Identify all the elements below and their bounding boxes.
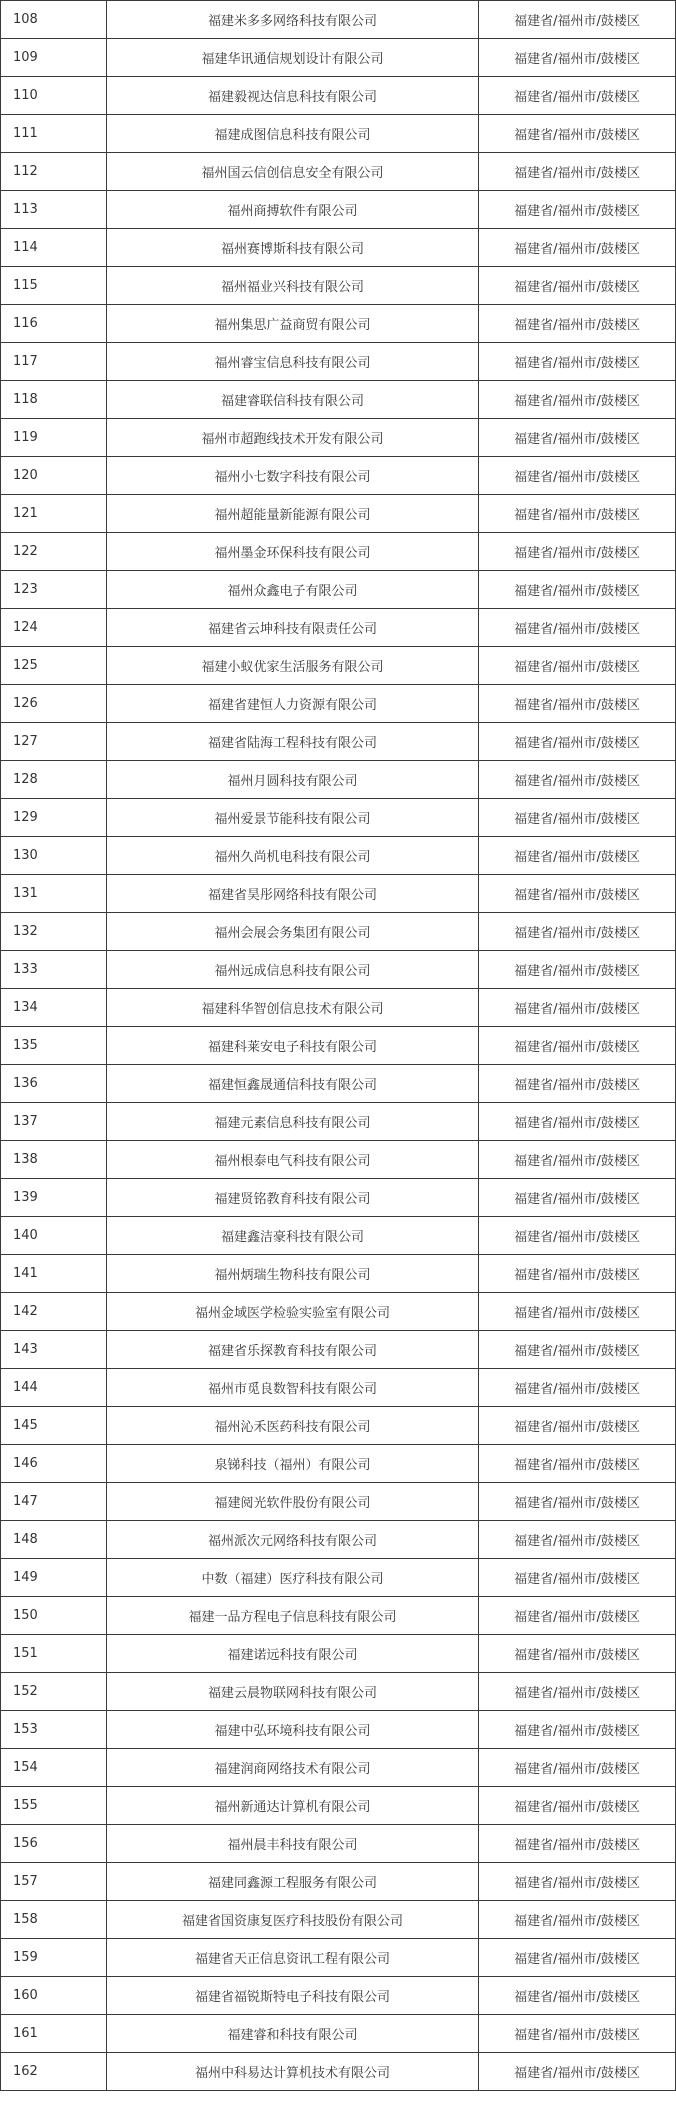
region-cell: 福建省/福州市/鼓楼区	[479, 191, 676, 228]
row-number-cell: 137	[0, 1103, 107, 1140]
row-number-cell: 117	[0, 343, 107, 380]
row-number-cell: 136	[0, 1065, 107, 1102]
company-name-cell: 福州小七数字科技有限公司	[107, 457, 479, 494]
region-cell: 福建省/福州市/鼓楼区	[479, 761, 676, 798]
region-cell: 福建省/福州市/鼓楼区	[479, 1483, 676, 1520]
region-cell: 福建省/福州市/鼓楼区	[479, 951, 676, 988]
region-cell: 福建省/福州市/鼓楼区	[479, 1711, 676, 1748]
region-cell: 福建省/福州市/鼓楼区	[479, 419, 676, 456]
table-row	[0, 77, 676, 115]
company-name-cell: 福建科华智创信息技术有限公司	[107, 989, 479, 1026]
region-cell: 福建省/福州市/鼓楼区	[479, 609, 676, 646]
table-row	[0, 343, 676, 381]
table-row	[0, 1255, 676, 1293]
row-number-cell: 121	[0, 495, 107, 532]
region-cell: 福建省/福州市/鼓楼区	[479, 647, 676, 684]
row-number-cell: 158	[0, 1901, 107, 1938]
row-number-cell: 118	[0, 381, 107, 418]
table-row	[0, 229, 676, 267]
table-row	[0, 381, 676, 419]
company-name-cell: 福建省建恒人力资源有限公司	[107, 685, 479, 722]
region-cell: 福建省/福州市/鼓楼区	[479, 1597, 676, 1634]
table-row	[0, 2015, 676, 2053]
row-number-cell: 141	[0, 1255, 107, 1292]
company-name-cell: 福州爱景节能科技有限公司	[107, 799, 479, 836]
region-cell: 福建省/福州市/鼓楼区	[479, 229, 676, 266]
company-name-cell: 福州众鑫电子有限公司	[107, 571, 479, 608]
row-number-cell: 120	[0, 457, 107, 494]
company-name-cell: 福州根泰电气科技有限公司	[107, 1141, 479, 1178]
table-row	[0, 799, 676, 837]
region-cell: 福建省/福州市/鼓楼区	[479, 1939, 676, 1976]
region-cell: 福建省/福州市/鼓楼区	[479, 1369, 676, 1406]
company-name-cell: 福州市觅良数智科技有限公司	[107, 1369, 479, 1406]
table-row	[0, 267, 676, 305]
row-number-cell: 149	[0, 1559, 107, 1596]
table-row	[0, 837, 676, 875]
table-row	[0, 685, 676, 723]
row-number-cell: 155	[0, 1787, 107, 1824]
table-row	[0, 495, 676, 533]
company-name-cell: 福建省陆海工程科技有限公司	[107, 723, 479, 760]
row-number-cell: 146	[0, 1445, 107, 1482]
company-name-cell: 福州集思广益商贸有限公司	[107, 305, 479, 342]
table-row	[0, 1977, 676, 2015]
row-number-cell: 115	[0, 267, 107, 304]
company-name-cell: 福建润商网络技术有限公司	[107, 1749, 479, 1786]
region-cell: 福建省/福州市/鼓楼区	[479, 2015, 676, 2052]
region-cell: 福建省/福州市/鼓楼区	[479, 799, 676, 836]
table-row	[0, 1027, 676, 1065]
region-cell: 福建省/福州市/鼓楼区	[479, 1141, 676, 1178]
region-cell: 福建省/福州市/鼓楼区	[479, 1331, 676, 1368]
row-number-cell: 157	[0, 1863, 107, 1900]
company-name-cell: 福建阅光软件股份有限公司	[107, 1483, 479, 1520]
region-cell: 福建省/福州市/鼓楼区	[479, 1103, 676, 1140]
table-row	[0, 951, 676, 989]
region-cell: 福建省/福州市/鼓楼区	[479, 381, 676, 418]
row-number-cell: 128	[0, 761, 107, 798]
table-row	[0, 533, 676, 571]
region-cell: 福建省/福州市/鼓楼区	[479, 1901, 676, 1938]
row-number-cell: 124	[0, 609, 107, 646]
company-name-cell: 福建省福锐斯特电子科技有限公司	[107, 1977, 479, 2014]
table-row	[0, 1901, 676, 1939]
region-cell: 福建省/福州市/鼓楼区	[479, 685, 676, 722]
table-row	[0, 609, 676, 647]
table-row	[0, 1483, 676, 1521]
table-row	[0, 1825, 676, 1863]
region-cell: 福建省/福州市/鼓楼区	[479, 1635, 676, 1672]
row-number-cell: 160	[0, 1977, 107, 2014]
table-row	[0, 115, 676, 153]
row-number-cell: 132	[0, 913, 107, 950]
table-row	[0, 1635, 676, 1673]
company-name-cell: 福州中科易达计算机技术有限公司	[107, 2053, 479, 2090]
row-number-cell: 140	[0, 1217, 107, 1254]
company-name-cell: 福建睿和科技有限公司	[107, 2015, 479, 2052]
row-number-cell: 123	[0, 571, 107, 608]
table-row	[0, 39, 676, 77]
company-name-cell: 福建中弘环境科技有限公司	[107, 1711, 479, 1748]
row-number-cell: 143	[0, 1331, 107, 1368]
region-cell: 福建省/福州市/鼓楼区	[479, 913, 676, 950]
company-name-cell: 福州远成信息科技有限公司	[107, 951, 479, 988]
table-row	[0, 1521, 676, 1559]
table-row	[0, 1863, 676, 1901]
table-row	[0, 1369, 676, 1407]
company-name-cell: 福建科莱安电子科技有限公司	[107, 1027, 479, 1064]
company-name-cell: 福建米多多网络科技有限公司	[107, 1, 479, 38]
region-cell: 福建省/福州市/鼓楼区	[479, 723, 676, 760]
row-number-cell: 131	[0, 875, 107, 912]
row-number-cell: 154	[0, 1749, 107, 1786]
region-cell: 福建省/福州市/鼓楼区	[479, 1, 676, 38]
table-row	[0, 1597, 676, 1635]
row-number-cell: 161	[0, 2015, 107, 2052]
company-name-cell: 福建成图信息科技有限公司	[107, 115, 479, 152]
region-cell: 福建省/福州市/鼓楼区	[479, 837, 676, 874]
row-number-cell: 147	[0, 1483, 107, 1520]
row-number-cell: 111	[0, 115, 107, 152]
table-row	[0, 457, 676, 495]
row-number-cell: 152	[0, 1673, 107, 1710]
row-number-cell: 159	[0, 1939, 107, 1976]
table-row	[0, 1711, 676, 1749]
row-number-cell: 134	[0, 989, 107, 1026]
table-row	[0, 647, 676, 685]
table-row	[0, 761, 676, 799]
row-number-cell: 125	[0, 647, 107, 684]
region-cell: 福建省/福州市/鼓楼区	[479, 989, 676, 1026]
table-row	[0, 1749, 676, 1787]
table-row	[0, 1673, 676, 1711]
row-number-cell: 130	[0, 837, 107, 874]
company-name-cell: 福建毅视达信息科技有限公司	[107, 77, 479, 114]
table-row	[0, 153, 676, 191]
company-name-cell: 福州新通达计算机有限公司	[107, 1787, 479, 1824]
region-cell: 福建省/福州市/鼓楼区	[479, 115, 676, 152]
table-row	[0, 1293, 676, 1331]
region-cell: 福建省/福州市/鼓楼区	[479, 1521, 676, 1558]
table-row	[0, 989, 676, 1027]
company-name-cell: 福建省国资康复医疗科技股份有限公司	[107, 1901, 479, 1938]
region-cell: 福建省/福州市/鼓楼区	[479, 1749, 676, 1786]
row-number-cell: 150	[0, 1597, 107, 1634]
region-cell: 福建省/福州市/鼓楼区	[479, 1673, 676, 1710]
table-row	[0, 1065, 676, 1103]
row-number-cell: 145	[0, 1407, 107, 1444]
company-name-cell: 中数（福建）医疗科技有限公司	[107, 1559, 479, 1596]
row-number-cell: 139	[0, 1179, 107, 1216]
company-name-cell: 福建同鑫源工程服务有限公司	[107, 1863, 479, 1900]
company-name-cell: 福建华讯通信规划设计有限公司	[107, 39, 479, 76]
row-number-cell: 108	[0, 1, 107, 38]
row-number-cell: 113	[0, 191, 107, 228]
company-name-cell: 福州市超跑线技术开发有限公司	[107, 419, 479, 456]
region-cell: 福建省/福州市/鼓楼区	[479, 875, 676, 912]
row-number-cell: 109	[0, 39, 107, 76]
region-cell: 福建省/福州市/鼓楼区	[479, 39, 676, 76]
company-name-cell: 福建元素信息科技有限公司	[107, 1103, 479, 1140]
company-name-cell: 福建睿联信科技有限公司	[107, 381, 479, 418]
row-number-cell: 126	[0, 685, 107, 722]
company-name-cell: 福建恒鑫晟通信科技有限公司	[107, 1065, 479, 1102]
table-row	[0, 1559, 676, 1597]
table-row	[0, 1445, 676, 1483]
company-name-cell: 福建诺远科技有限公司	[107, 1635, 479, 1672]
company-name-cell: 福建省天正信息资讯工程有限公司	[107, 1939, 479, 1976]
company-name-cell: 福建鑫洁豪科技有限公司	[107, 1217, 479, 1254]
region-cell: 福建省/福州市/鼓楼区	[479, 2053, 676, 2090]
row-number-cell: 144	[0, 1369, 107, 1406]
table-row	[0, 1103, 676, 1141]
row-number-cell: 129	[0, 799, 107, 836]
company-name-cell: 福州福业兴科技有限公司	[107, 267, 479, 304]
company-name-cell: 福州超能量新能源有限公司	[107, 495, 479, 532]
row-number-cell: 122	[0, 533, 107, 570]
region-cell: 福建省/福州市/鼓楼区	[479, 1445, 676, 1482]
company-name-cell: 福州沁禾医药科技有限公司	[107, 1407, 479, 1444]
region-cell: 福建省/福州市/鼓楼区	[479, 1559, 676, 1596]
region-cell: 福建省/福州市/鼓楼区	[479, 1217, 676, 1254]
row-number-cell: 156	[0, 1825, 107, 1862]
region-cell: 福建省/福州市/鼓楼区	[479, 1179, 676, 1216]
region-cell: 福建省/福州市/鼓楼区	[479, 153, 676, 190]
table-row	[0, 419, 676, 457]
row-number-cell: 153	[0, 1711, 107, 1748]
region-cell: 福建省/福州市/鼓楼区	[479, 495, 676, 532]
table-row	[0, 1141, 676, 1179]
region-cell: 福建省/福州市/鼓楼区	[479, 1065, 676, 1102]
region-cell: 福建省/福州市/鼓楼区	[479, 305, 676, 342]
company-name-cell: 福建一品方程电子信息科技有限公司	[107, 1597, 479, 1634]
company-name-cell: 福州商搏软件有限公司	[107, 191, 479, 228]
company-name-cell: 福建省云坤科技有限责任公司	[107, 609, 479, 646]
region-cell: 福建省/福州市/鼓楼区	[479, 77, 676, 114]
table-row	[0, 1331, 676, 1369]
company-name-cell: 福州国云信创信息安全有限公司	[107, 153, 479, 190]
table-row	[0, 191, 676, 229]
row-number-cell: 151	[0, 1635, 107, 1672]
region-cell: 福建省/福州市/鼓楼区	[479, 1787, 676, 1824]
region-cell: 福建省/福州市/鼓楼区	[479, 571, 676, 608]
table-row	[0, 305, 676, 343]
table-row	[0, 723, 676, 761]
company-name-cell: 福建省乐探教育科技有限公司	[107, 1331, 479, 1368]
company-name-cell: 泉锑科技（福州）有限公司	[107, 1445, 479, 1482]
row-number-cell: 110	[0, 77, 107, 114]
company-name-cell: 福建小蚁优家生活服务有限公司	[107, 647, 479, 684]
table-row	[0, 1407, 676, 1445]
row-number-cell: 112	[0, 153, 107, 190]
region-cell: 福建省/福州市/鼓楼区	[479, 267, 676, 304]
region-cell: 福建省/福州市/鼓楼区	[479, 1863, 676, 1900]
table-row	[0, 1179, 676, 1217]
row-number-cell: 119	[0, 419, 107, 456]
company-name-cell: 福州派次元网络科技有限公司	[107, 1521, 479, 1558]
table-row	[0, 1, 676, 39]
region-cell: 福建省/福州市/鼓楼区	[479, 1027, 676, 1064]
company-name-cell: 福州会展会务集团有限公司	[107, 913, 479, 950]
company-name-cell: 福州金域医学检验实验室有限公司	[107, 1293, 479, 1330]
region-cell: 福建省/福州市/鼓楼区	[479, 1407, 676, 1444]
row-number-cell: 116	[0, 305, 107, 342]
row-number-cell: 127	[0, 723, 107, 760]
row-number-cell: 142	[0, 1293, 107, 1330]
region-cell: 福建省/福州市/鼓楼区	[479, 1825, 676, 1862]
company-name-cell: 福州久尚机电科技有限公司	[107, 837, 479, 874]
table-row	[0, 2053, 676, 2091]
row-number-cell: 138	[0, 1141, 107, 1178]
region-cell: 福建省/福州市/鼓楼区	[479, 343, 676, 380]
company-name-cell: 福建贤铭教育科技有限公司	[107, 1179, 479, 1216]
row-number-cell: 135	[0, 1027, 107, 1064]
company-name-cell: 福州晨丰科技有限公司	[107, 1825, 479, 1862]
company-name-cell: 福州墨金环保科技有限公司	[107, 533, 479, 570]
row-number-cell: 162	[0, 2053, 107, 2090]
table-row	[0, 1939, 676, 1977]
region-cell: 福建省/福州市/鼓楼区	[479, 533, 676, 570]
company-name-cell: 福建云晨物联网科技有限公司	[107, 1673, 479, 1710]
region-cell: 福建省/福州市/鼓楼区	[479, 1255, 676, 1292]
table-row	[0, 875, 676, 913]
table-row	[0, 1787, 676, 1825]
company-name-cell: 福州睿宝信息科技有限公司	[107, 343, 479, 380]
row-number-cell: 114	[0, 229, 107, 266]
region-cell: 福建省/福州市/鼓楼区	[479, 1977, 676, 2014]
row-number-cell: 148	[0, 1521, 107, 1558]
table-row	[0, 571, 676, 609]
company-name-cell: 福州赛博斯科技有限公司	[107, 229, 479, 266]
region-cell: 福建省/福州市/鼓楼区	[479, 457, 676, 494]
company-name-cell: 福州月圆科技有限公司	[107, 761, 479, 798]
table-row	[0, 1217, 676, 1255]
company-name-cell: 福建省昊彤网络科技有限公司	[107, 875, 479, 912]
table-row	[0, 913, 676, 951]
region-cell: 福建省/福州市/鼓楼区	[479, 1293, 676, 1330]
row-number-cell: 133	[0, 951, 107, 988]
company-name-cell: 福州炳瑞生物科技有限公司	[107, 1255, 479, 1292]
